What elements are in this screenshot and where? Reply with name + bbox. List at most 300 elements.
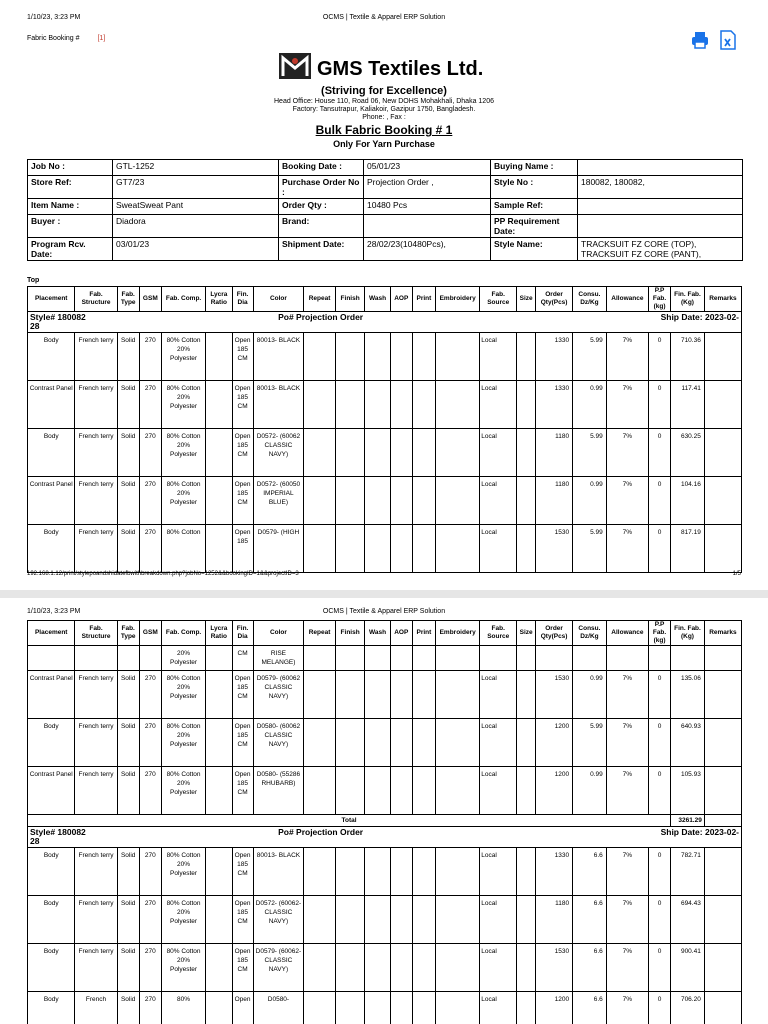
table-cell: 7%	[606, 333, 648, 381]
info-value: 28/02/23(10480Pcs),	[364, 238, 491, 261]
table-cell: Body	[28, 896, 75, 944]
print-page-title: OCMS | Textile & Apparel ERP Solution	[322, 14, 446, 21]
table-cell: 0	[648, 429, 670, 477]
table-cell: Local	[480, 848, 517, 896]
info-label: Booking Date :	[279, 160, 364, 176]
table-cell: 1330	[536, 381, 573, 429]
print-button[interactable]	[690, 30, 710, 50]
table-cell: French terry	[75, 767, 117, 815]
table-cell: Open 185 CM	[232, 848, 253, 896]
table-cell	[390, 992, 412, 1024]
table-cell	[139, 646, 161, 671]
info-value: GTL-1252	[113, 160, 279, 176]
table-cell	[365, 429, 390, 477]
column-header: Size	[517, 287, 536, 312]
table-cell	[335, 525, 365, 573]
ship-date-continued: 28	[30, 321, 40, 331]
table-cell: Local	[480, 944, 517, 992]
table-cell	[304, 646, 336, 671]
table-cell: 1530	[536, 671, 573, 719]
table-cell: 80%	[161, 992, 205, 1024]
table-cell: Solid	[117, 944, 139, 992]
table-cell: Body	[28, 525, 75, 573]
table-cell	[335, 333, 365, 381]
table-header-row	[28, 621, 742, 646]
ship-date: Ship Date: 2023-02-	[480, 827, 742, 848]
table-row	[28, 719, 742, 767]
company-name: GMS Textiles Ltd.	[317, 58, 484, 80]
table-cell: 80% Cotton 20% Polyester	[161, 477, 205, 525]
info-value: Diadora	[113, 215, 279, 238]
column-header: Lycra Ratio	[206, 621, 232, 646]
table-cell	[390, 767, 412, 815]
table-cell: 6.6	[573, 896, 607, 944]
table-cell	[412, 429, 435, 477]
table-cell	[704, 944, 741, 992]
column-header: Fab. Structure	[75, 287, 117, 312]
table-cell: Solid	[117, 671, 139, 719]
column-header: Finish	[335, 287, 365, 312]
column-header: Fab. Structure	[75, 621, 117, 646]
table-row	[28, 767, 742, 815]
column-header: Repeat	[304, 621, 336, 646]
table-cell	[206, 992, 232, 1024]
table-cell: 0.99	[573, 477, 607, 525]
ship-date-continued: 28	[30, 836, 40, 846]
table-cell	[390, 477, 412, 525]
table-cell: Solid	[117, 848, 139, 896]
table-cell: 6.6	[573, 848, 607, 896]
column-header: P.P Fab. (kg)	[648, 621, 670, 646]
table-cell	[480, 646, 517, 671]
table-cell: 7%	[606, 719, 648, 767]
po-number: Po# Projection Order	[161, 827, 479, 848]
table-cell	[517, 896, 536, 944]
style-number-text: Style# 180082	[30, 312, 86, 322]
print-timestamp: 1/10/23, 3:23 PM	[27, 608, 81, 615]
style-header-row	[28, 827, 742, 848]
table-cell: 0	[648, 477, 670, 525]
table-cell	[304, 896, 336, 944]
table-cell	[304, 767, 336, 815]
info-row	[28, 238, 743, 261]
info-row	[28, 215, 743, 238]
table-cell	[704, 429, 741, 477]
fabric-booking-ref	[27, 35, 105, 42]
table-cell	[206, 381, 232, 429]
table-cell	[206, 646, 232, 671]
table-cell: 5.99	[573, 719, 607, 767]
table-cell: French terry	[75, 477, 117, 525]
table-cell: 0	[648, 525, 670, 573]
table-row	[28, 944, 742, 992]
column-header: Placement	[28, 621, 75, 646]
table-cell: Solid	[117, 767, 139, 815]
column-header: Fab. Source	[480, 287, 517, 312]
ship-date: Ship Date: 2023-02-	[480, 312, 742, 333]
table-cell	[704, 719, 741, 767]
table-row	[28, 477, 742, 525]
print-timestamp: 1/10/23, 3:23 PM	[27, 14, 81, 21]
table-cell	[335, 429, 365, 477]
column-header: Order Qty(Pcs)	[536, 287, 573, 312]
table-cell	[704, 992, 741, 1024]
table-cell: 80% Cotton 20% Polyester	[161, 767, 205, 815]
column-header: Finish	[335, 621, 365, 646]
column-header: GSM	[139, 621, 161, 646]
info-label: Shipment Date:	[279, 238, 364, 261]
info-label: Job No :	[28, 160, 113, 176]
table-cell: 0	[648, 896, 670, 944]
column-header: Print	[412, 287, 435, 312]
column-header: Allowance	[606, 621, 648, 646]
table-cell: 817.19	[671, 525, 705, 573]
info-row	[28, 199, 743, 215]
table-row	[28, 525, 742, 573]
table-cell	[304, 477, 336, 525]
table-cell: 5.99	[573, 525, 607, 573]
table-cell	[704, 381, 741, 429]
total-remarks	[704, 815, 741, 827]
table-cell	[365, 767, 390, 815]
table-cell: Local	[480, 429, 517, 477]
column-header: P.P Fab. (kg)	[648, 287, 670, 312]
fabric-booking-number: [1]	[97, 35, 106, 42]
company-logo	[278, 52, 312, 80]
table-cell	[304, 381, 336, 429]
table-cell: 6.6	[573, 992, 607, 1024]
table-cell: Contrast Panel	[28, 767, 75, 815]
table-cell: Solid	[117, 896, 139, 944]
table-cell: 1530	[536, 525, 573, 573]
table-cell: 7%	[606, 944, 648, 992]
table-cell	[436, 848, 480, 896]
table-cell: 1330	[536, 333, 573, 381]
table-cell	[412, 944, 435, 992]
table-cell	[436, 719, 480, 767]
table-cell	[304, 671, 336, 719]
table-cell	[117, 646, 139, 671]
table-cell	[436, 429, 480, 477]
table-cell	[390, 719, 412, 767]
column-header: Consu. Dz/Kg	[573, 621, 607, 646]
table-cell: D0579- (60062 CLASSIC NAVY)	[253, 671, 304, 719]
excel-icon	[718, 30, 738, 50]
table-cell	[304, 944, 336, 992]
table-cell	[671, 646, 705, 671]
info-value: 03/01/23	[113, 238, 279, 261]
table-cell	[304, 429, 336, 477]
table-cell	[365, 992, 390, 1024]
table-cell: 0	[648, 333, 670, 381]
table-cell: 710.36	[671, 333, 705, 381]
table-cell: 1530	[536, 944, 573, 992]
table-cell	[436, 944, 480, 992]
table-cell	[390, 333, 412, 381]
print-page-2	[0, 598, 768, 1024]
table-cell: 7%	[606, 429, 648, 477]
table-cell: Body	[28, 333, 75, 381]
table-cell: French terry	[75, 896, 117, 944]
table-cell: French terry	[75, 429, 117, 477]
table-cell: 105.93	[671, 767, 705, 815]
table-cell: 270	[139, 333, 161, 381]
table-cell: D0579- (60062- CLASSIC NAVY)	[253, 944, 304, 992]
table-cell	[335, 477, 365, 525]
table-row	[28, 896, 742, 944]
column-header: Allowance	[606, 287, 648, 312]
table-cell	[517, 719, 536, 767]
total-row	[28, 815, 742, 827]
table-cell: Body	[28, 944, 75, 992]
info-label: Order Qty :	[279, 199, 364, 215]
table-cell: 80013- BLACK	[253, 848, 304, 896]
table-cell: Local	[480, 477, 517, 525]
table-cell: 5.99	[573, 429, 607, 477]
table-cell	[365, 333, 390, 381]
table-cell	[365, 525, 390, 573]
total-label: Total	[28, 815, 671, 827]
table-cell: 80% Cotton 20% Polyester	[161, 848, 205, 896]
table-cell	[517, 429, 536, 477]
column-header: Consu. Dz/Kg	[573, 287, 607, 312]
table-cell: Open 185 CM	[232, 767, 253, 815]
table-cell	[412, 477, 435, 525]
table-cell	[206, 767, 232, 815]
column-header: Fab. Type	[117, 287, 139, 312]
table-cell: 0	[648, 848, 670, 896]
table-cell: 694.43	[671, 896, 705, 944]
table-cell: 7%	[606, 896, 648, 944]
table-cell: 270	[139, 477, 161, 525]
column-header: Fab. Comp.	[161, 287, 205, 312]
info-value: 05/01/23	[364, 160, 491, 176]
table-cell: French	[75, 992, 117, 1024]
column-header: Placement	[28, 287, 75, 312]
table-cell: Local	[480, 896, 517, 944]
info-label: Buyer :	[28, 215, 113, 238]
document-subtitle: Only For Yarn Purchase	[333, 139, 435, 149]
table-cell: French terry	[75, 333, 117, 381]
table-cell: D0580- (60062 CLASSIC NAVY)	[253, 719, 304, 767]
table-cell: Body	[28, 848, 75, 896]
table-cell	[412, 896, 435, 944]
table-cell: 80% Cotton 20% Polyester	[161, 381, 205, 429]
table-cell	[304, 848, 336, 896]
table-cell	[206, 671, 232, 719]
table-row	[28, 848, 742, 896]
info-value: TRACKSUIT FZ CORE (TOP), TRACKSUIT FZ CORE (PANT),	[578, 238, 743, 261]
table-cell	[704, 646, 741, 671]
table-cell: 80013- BLACK	[253, 381, 304, 429]
table-cell	[335, 992, 365, 1024]
table-cell: Open 185 CM	[232, 719, 253, 767]
table-cell: 0	[648, 671, 670, 719]
table-cell: 0	[648, 719, 670, 767]
column-header: Embroidery	[436, 287, 480, 312]
table-cell: 135.06	[671, 671, 705, 719]
table-row	[28, 381, 742, 429]
table-cell	[390, 671, 412, 719]
table-cell	[390, 429, 412, 477]
table-cell	[206, 429, 232, 477]
table-cell: 706.20	[671, 992, 705, 1024]
table-cell	[436, 992, 480, 1024]
info-label: Item Name :	[28, 199, 113, 215]
table-cell	[365, 896, 390, 944]
table-cell: RISE MELANGE)	[253, 646, 304, 671]
fabric-booking-label: Fabric Booking #	[27, 35, 80, 42]
booking-info-table	[27, 159, 743, 261]
table-cell: Solid	[117, 992, 139, 1024]
print-page-title: OCMS | Textile & Apparel ERP Solution	[322, 608, 446, 615]
table-cell	[412, 333, 435, 381]
column-header: Order Qty(Pcs)	[536, 621, 573, 646]
table-cell	[206, 896, 232, 944]
table-cell: CM	[232, 646, 253, 671]
table-cell: 782.71	[671, 848, 705, 896]
table-cell: Solid	[117, 333, 139, 381]
table-header-row	[28, 287, 742, 312]
table-cell	[704, 767, 741, 815]
column-header: Lycra Ratio	[206, 287, 232, 312]
table-cell: 6.6	[573, 944, 607, 992]
table-cell: 20% Polyester	[161, 646, 205, 671]
table-cell: D0572- (60062 CLASSIC NAVY)	[253, 429, 304, 477]
table-cell: French terry	[75, 381, 117, 429]
table-row	[28, 333, 742, 381]
table-cell: 80% Cotton	[161, 525, 205, 573]
table-cell: Open 185 CM	[232, 944, 253, 992]
table-cell	[517, 333, 536, 381]
table-cell	[390, 646, 412, 671]
table-cell: 7%	[606, 767, 648, 815]
section-label: Top	[27, 277, 40, 284]
table-cell: Local	[480, 525, 517, 573]
info-value	[364, 215, 491, 238]
company-slogan: (Striving for Excellence)	[321, 85, 447, 97]
info-value	[578, 160, 743, 176]
info-value	[578, 199, 743, 215]
table-cell	[606, 646, 648, 671]
table-cell: 1180	[536, 477, 573, 525]
table-cell: 0	[648, 767, 670, 815]
column-header: GSM	[139, 287, 161, 312]
style-number	[28, 312, 162, 333]
table-cell: 270	[139, 767, 161, 815]
table-row	[28, 671, 742, 719]
table-cell: 0	[648, 944, 670, 992]
table-cell: Solid	[117, 381, 139, 429]
column-header: Fin. Dia	[232, 621, 253, 646]
table-cell: Local	[480, 767, 517, 815]
table-cell: D0580-	[253, 992, 304, 1024]
fabric-table-page-1	[27, 286, 742, 573]
table-cell	[206, 333, 232, 381]
table-cell	[412, 992, 435, 1024]
info-label: PP Requirement Date:	[491, 215, 578, 238]
po-number: Po# Projection Order	[161, 312, 479, 333]
info-value: Projection Order ,	[364, 176, 491, 199]
info-value	[578, 215, 743, 238]
table-cell: French terry	[75, 848, 117, 896]
table-cell	[704, 671, 741, 719]
table-cell: 80% Cotton 20% Polyester	[161, 719, 205, 767]
column-header: Print	[412, 621, 435, 646]
table-cell	[365, 719, 390, 767]
column-header: AOP	[390, 287, 412, 312]
info-label: Sample Ref:	[491, 199, 578, 215]
table-cell: D0572- (60062- CLASSIC NAVY)	[253, 896, 304, 944]
column-header: Repeat	[304, 287, 336, 312]
page-number: 1/5	[732, 571, 741, 577]
info-value: 10480 Pcs	[364, 199, 491, 215]
head-office-address: Head Office: House 110, Road 06, New DOHS Mohakhali, Dhaka 1206	[274, 98, 494, 105]
table-cell: 270	[139, 992, 161, 1024]
document-title: Bulk Fabric Booking # 1	[315, 123, 453, 137]
table-cell	[704, 896, 741, 944]
table-cell	[335, 944, 365, 992]
table-cell: 640.93	[671, 719, 705, 767]
table-cell	[704, 848, 741, 896]
table-cell	[206, 525, 232, 573]
table-cell	[436, 646, 480, 671]
table-cell: 0.99	[573, 671, 607, 719]
column-header: AOP	[390, 621, 412, 646]
excel-export-button[interactable]	[718, 30, 738, 50]
table-cell	[365, 477, 390, 525]
table-cell	[517, 525, 536, 573]
table-cell: 270	[139, 896, 161, 944]
table-cell	[436, 767, 480, 815]
table-cell	[390, 848, 412, 896]
table-cell	[304, 992, 336, 1024]
table-cell	[436, 525, 480, 573]
table-cell: 80% Cotton 20% Polyester	[161, 896, 205, 944]
info-label: Buying Name :	[491, 160, 578, 176]
table-cell: 7%	[606, 381, 648, 429]
table-cell	[335, 848, 365, 896]
table-row	[28, 992, 742, 1024]
table-cell: 80% Cotton 20% Polyester	[161, 333, 205, 381]
table-cell: 0.99	[573, 767, 607, 815]
table-cell	[517, 944, 536, 992]
table-cell: Open 185 CM	[232, 381, 253, 429]
table-cell	[365, 646, 390, 671]
table-cell	[390, 896, 412, 944]
table-cell	[412, 646, 435, 671]
info-label: Style Name:	[491, 238, 578, 261]
table-cell: Solid	[117, 525, 139, 573]
table-cell: Contrast Panel	[28, 671, 75, 719]
table-cell	[517, 646, 536, 671]
column-header: Wash	[365, 287, 390, 312]
table-cell: 630.25	[671, 429, 705, 477]
table-cell: 7%	[606, 671, 648, 719]
table-cell: Open	[232, 992, 253, 1024]
style-number	[28, 827, 162, 848]
page-url: 192.168.1.12/print/stylepoandshidatefbwithbreakdown.php?jobNo=1252&&bookingID=1&&projectID=3	[27, 571, 299, 577]
table-cell	[206, 477, 232, 525]
table-cell: Local	[480, 671, 517, 719]
column-header: Wash	[365, 621, 390, 646]
table-cell: 117.41	[671, 381, 705, 429]
table-cell: Open 185 CM	[232, 671, 253, 719]
fabric-table-page-2	[27, 620, 742, 1024]
table-cell	[517, 992, 536, 1024]
table-cell: 900.41	[671, 944, 705, 992]
column-header: Fin. Dia	[232, 287, 253, 312]
